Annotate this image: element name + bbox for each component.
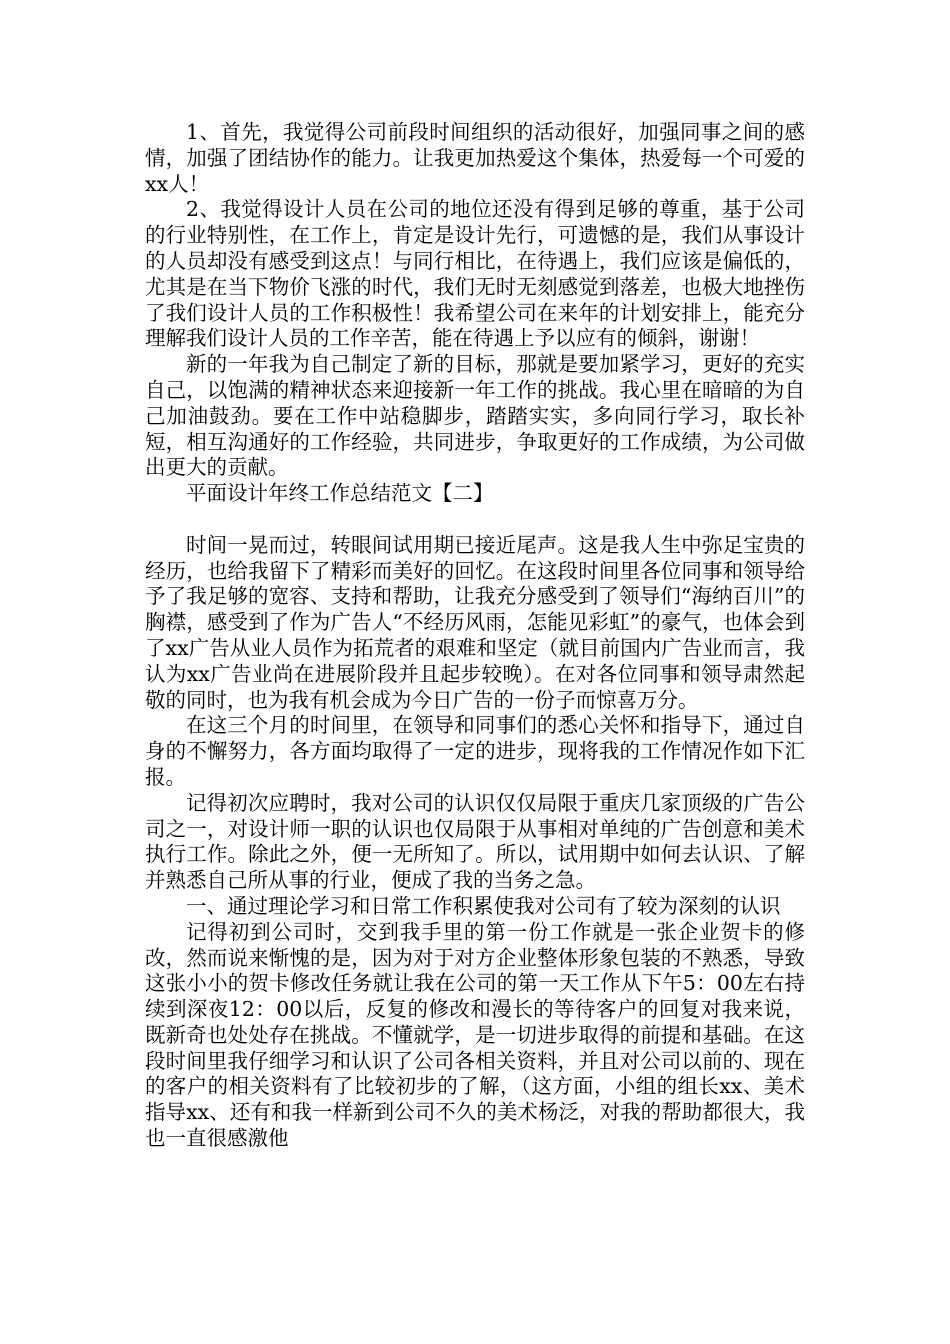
paragraph: 记得初到公司时，交到我手里的第一份工作就是一张企业贺卡的修改，然而说来惭愧的是，因为对于对方企业整体形象包装的不熟悉，导致这张小小的贺卡修改任务就让我在公司的第一天工作从下午5：00左右持续到深夜12：00以后，反复的修改和漫长的等待客户的回复对我来说，既新奇也处处存在挑战。不懂就学，是一切进步取得的前提和基础。在这段时间里我仔细学习和认识了公司各相关资料，并且对公司以前的、现在的客户的相关资料有了比较初步的了解，（这方面，小组的组长xx、美术指导xx、还有和我一样新到公司不久的美术杨泛，对我的帮助都很大，我也一直很感激他 bbox=[145, 919, 805, 1151]
subheading: 一、通过理论学习和日常工作积累使我对公司有了较为深刻的认识 bbox=[186, 893, 781, 918]
paragraph: 2、我觉得设计人员在公司的地位还没有得到足够的尊重，基于公司的行业特别性，在工作上，肯定是设计先行，可遗憾的是，我们从事设计的人员却没有感受到这点！与同行相比，在待遇上，我们应该是偏低的，尤其是在当下物价飞涨的时代，我们无时无刻感觉到落差，也极大地挫伤了我们设计人员的工作积极性！我希望公司在来年的计划安排上，能充分理解我们设计人员的工作辛苦，能在待遇上予以应有的倾斜，谢谢！ bbox=[145, 197, 805, 351]
section-title: 平面设计年终工作总结范文【二】 bbox=[186, 481, 494, 506]
paragraph: 1、首先，我觉得公司前段时间组织的活动很好，加强同事之间的感情，加强了团结协作的能力。让我更加热爱这个集体，热爱每一个可爱的xx人！ bbox=[145, 120, 805, 196]
paragraph: 时间一晃而过，转眼间试用期已接近尾声。这是我人生中弥足宝贵的经历，也给我留下了精彩而美好的回忆。在这段时间里各位同事和领导给予了我足够的宽容、支持和帮助，让我充分感受到了领导们“海纳百川”的胸襟，感受到了作为广告人“不经历风雨，怎能见彩虹”的豪气，也体会到了xx广告从业人员作为拓荒者的艰难和坚定（就目前国内广告业而言，我认为xx广告业尚在进展阶段并且起步较晚）。在对各位同事和领导肃然起敬的同时，也为我有机会成为今日广告的一份子而惊喜万分。 bbox=[145, 532, 805, 712]
document-body bbox=[145, 120, 805, 1152]
paragraph: 新的一年我为自己制定了新的目标，那就是要加紧学习，更好的充实自己，以饱满的精神状态来迎接新一年工作的挑战。我心里在暗暗的为自己加油鼓劲。要在工作中站稳脚步，踏踏实实，多向同行学习，取长补短，相互沟通好的工作经验，共同进步，争取更好的工作成绩，为公司做出更大的贡献。 bbox=[145, 352, 805, 480]
blank-line bbox=[145, 507, 805, 533]
paragraph: 在这三个月的时间里，在领导和同事们的悉心关怀和指导下，通过自身的不懈努力，各方面均取得了一定的进步，现将我的工作情况作如下汇报。 bbox=[145, 713, 805, 789]
paragraph: 记得初次应聘时，我对公司的认识仅仅局限于重庆几家顶级的广告公司之一，对设计师一职的认识也仅局限于从事相对单纯的广告创意和美术执行工作。除此之外，便一无所知了。所以，试用期中如何去认识、了解并熟悉自己所从事的行业，便成了我的当务之急。 bbox=[145, 790, 805, 893]
